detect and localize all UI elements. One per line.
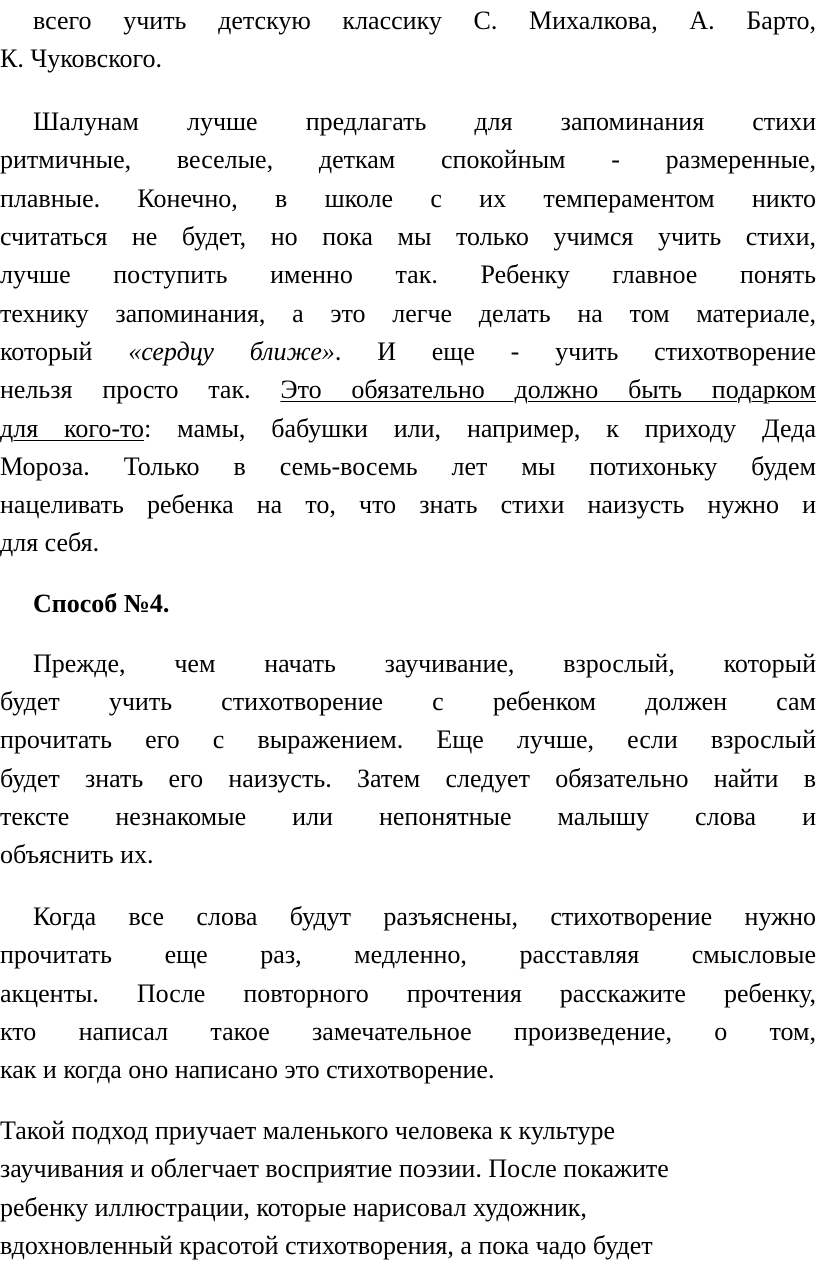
text-line [0, 256, 816, 294]
text-span: как и когда оно написано это стихотворение. [0, 1055, 495, 1084]
text-line [0, 371, 816, 409]
text-span: и [802, 802, 816, 831]
text-line [0, 1189, 816, 1227]
heading-text: Способ №4. [33, 589, 170, 618]
text-span: нельзя просто так. [0, 375, 251, 404]
text-span: будет знать его наизусть. Затем следует обязательно найти в [0, 764, 816, 793]
text-line [0, 333, 816, 371]
text-span: Мороза. Только в семь-восемь лет мы потихоньку будем [0, 452, 816, 481]
text-span: технику запоминания, а это легче делать на том материале, [0, 299, 816, 328]
text-line [0, 40, 816, 78]
text-span: будет учить стихотворение с ребенком должен сам [0, 687, 816, 716]
text-line [0, 180, 816, 218]
text-line [0, 2, 816, 40]
text-span: прочитать его с выражением. Еще лучше, если взрослый [0, 725, 816, 754]
italic-quote: «сердцу ближе» [128, 337, 335, 366]
text-span: акценты. После повторного прочтения расскажите ребенку, [0, 979, 816, 1008]
text-line [0, 798, 816, 836]
text-span: вдохновленный красотой стихотворения, а пока чадо будет [0, 1231, 653, 1260]
text-span: для себя. [0, 528, 100, 557]
section-heading [0, 585, 816, 623]
text-span: ребенку иллюстрации, которые нарисовал художник, [0, 1193, 587, 1222]
text-line [0, 141, 816, 179]
text-span: . И еще - учить стихотворение [334, 337, 816, 366]
text-span: ритмичные, веселые, деткам спокойным - размеренные, [0, 145, 816, 174]
text-line [0, 1227, 816, 1265]
text-span: Когда все слова будут разъяснены, стихотворение нужно [33, 902, 816, 931]
text-span: кто написал такое замечательное произведение, о том, [0, 1017, 816, 1046]
text-span: считаться не будет, но пока мы только учимся учить стихи, [0, 222, 816, 251]
text-line [0, 836, 816, 874]
text-span: Такой подход приучает маленького человека к культуре [0, 1116, 616, 1145]
text-span: объяснить их. [0, 840, 154, 869]
text-line [0, 524, 816, 562]
text-span: который [0, 337, 93, 366]
text-line [0, 448, 816, 486]
text-line [0, 1013, 816, 1051]
text-line [0, 683, 816, 721]
text-span: прочитать еще раз, медленно, расставляя смысловые [0, 940, 816, 969]
text-line [0, 898, 816, 936]
text-line [0, 1150, 816, 1188]
text-span: тексте незнакомые или непонятные малышу слова [0, 802, 757, 831]
text-line [0, 975, 816, 1013]
underlined-text: Это обязательно должно быть подарком [280, 375, 816, 404]
text-line [0, 1112, 816, 1150]
text-line [0, 936, 816, 974]
text-span: лучше поступить именно так. Ребенку главное понять [0, 260, 816, 289]
text-line [0, 760, 816, 798]
text-line [0, 721, 816, 759]
text-line [0, 1051, 816, 1089]
text-span: всего учить детскую классику С. Михалкова, А. Барто, [33, 6, 816, 35]
text-line [0, 410, 816, 448]
text-span: Шалунам лучше предлагать для запоминания стихи [33, 107, 816, 136]
text-span: заучивания и облегчает восприятие поэзии. После покажите [0, 1154, 669, 1183]
text-span: нацеливать ребенка на то, что знать стихи наизусть нужно и [0, 490, 816, 519]
text-span: Прежде, чем начать заучивание, взрослый, который [33, 649, 816, 678]
text-line [0, 645, 816, 683]
text-span: : мамы, бабушки или, например, к приходу Деда [144, 414, 816, 443]
text-span: К. Чуковского. [0, 44, 163, 73]
text-line [0, 218, 816, 256]
text-line [0, 295, 816, 333]
text-line [0, 103, 816, 141]
text-span: плавные. Конечно, в школе с их темпераментом никто [0, 184, 816, 213]
underlined-text: для кого-то [0, 414, 145, 443]
text-line [0, 486, 816, 524]
